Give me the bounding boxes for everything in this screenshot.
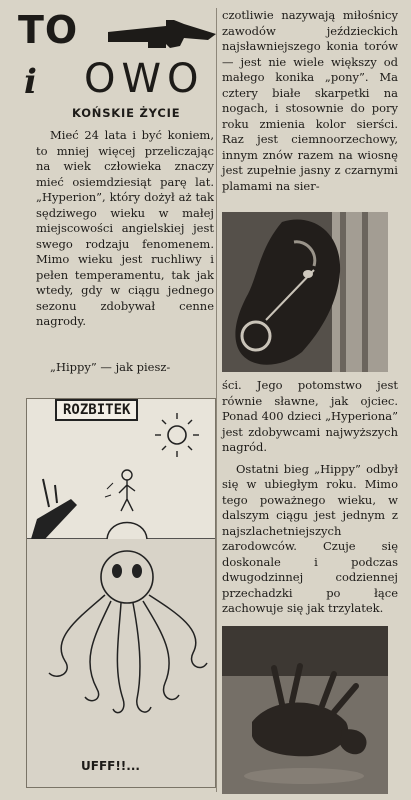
left-column-continuation bbox=[36, 360, 212, 376]
horse-head-illustration bbox=[222, 212, 388, 372]
right-column-bottom bbox=[222, 378, 398, 617]
octopus-castaway-drawing bbox=[27, 399, 215, 787]
right-column-top bbox=[222, 8, 398, 194]
article-paragraph-2: „Hippy” — jak piesz- bbox=[50, 360, 171, 374]
article-paragraph-4: Ostatni bieg „Hippy” odbył się w ubiegłym roku. Mimo tego poważnego wieku, w dalszym ciągu jest jednym z najszlachetniejszych zarodowców. Czuje się doskonale i podczas dwugodzinnej codziennej przechadzki po łące zachowuje się jak trzylatek. bbox=[222, 461, 398, 615]
masthead-owo: OWO bbox=[84, 56, 205, 102]
article-paragraph-3: ści. Jego potomstwo jest równie sławne, jak ojciec. Ponad 400 dzieci „Hyperiona” jest zdobywcami najwyższych nagród. bbox=[222, 378, 398, 454]
rolling-horse-illustration bbox=[222, 626, 388, 794]
rolling-horse-photo bbox=[222, 626, 388, 794]
pointing-hand-icon bbox=[108, 14, 216, 56]
cartoon-caption: UFFF!!... bbox=[81, 759, 140, 773]
article-title: KOŃSKIE ŻYCIE bbox=[72, 106, 181, 120]
cartoon-panel bbox=[26, 398, 216, 788]
article-continuation-top: czotliwie nazywają miłośnicy zawodów jeździeckich najsławniejszego konia torów — jest nie wiele większy od małego konika „pony”. Ma cztery białe skarpetki na nogach, i stosownie do pory roku zmienia kolor sierści. Raz jest ciemnoorzechowy, innym znów razem na wiosnę jest zupełnie jasny z czarnymi plamami na sier- bbox=[222, 8, 398, 193]
horse-portrait-photo bbox=[222, 212, 388, 372]
column-divider bbox=[216, 8, 217, 792]
cartoon-title: ROZBITEK bbox=[55, 399, 138, 421]
masthead-i: i bbox=[24, 62, 37, 102]
masthead bbox=[10, 6, 220, 106]
masthead-to: TO bbox=[18, 8, 79, 52]
left-column bbox=[36, 128, 214, 330]
article-paragraph-1: Mieć 24 lata i być koniem, to mniej więcej przeliczając na wiek człowieka znaczy mieć osiemdziesiąt parę lat. „Hyperion”, który dożył aż tak sędziwego wieku w małej miejscowości angielskiej jest swego rodzaju fenomenem. Mimo wieku jest ruchliwy i pełen temperamentu, tak jak wtedy, gdy w ciągu jednego sezonu zdobywał cenne nagrody. bbox=[36, 128, 214, 328]
